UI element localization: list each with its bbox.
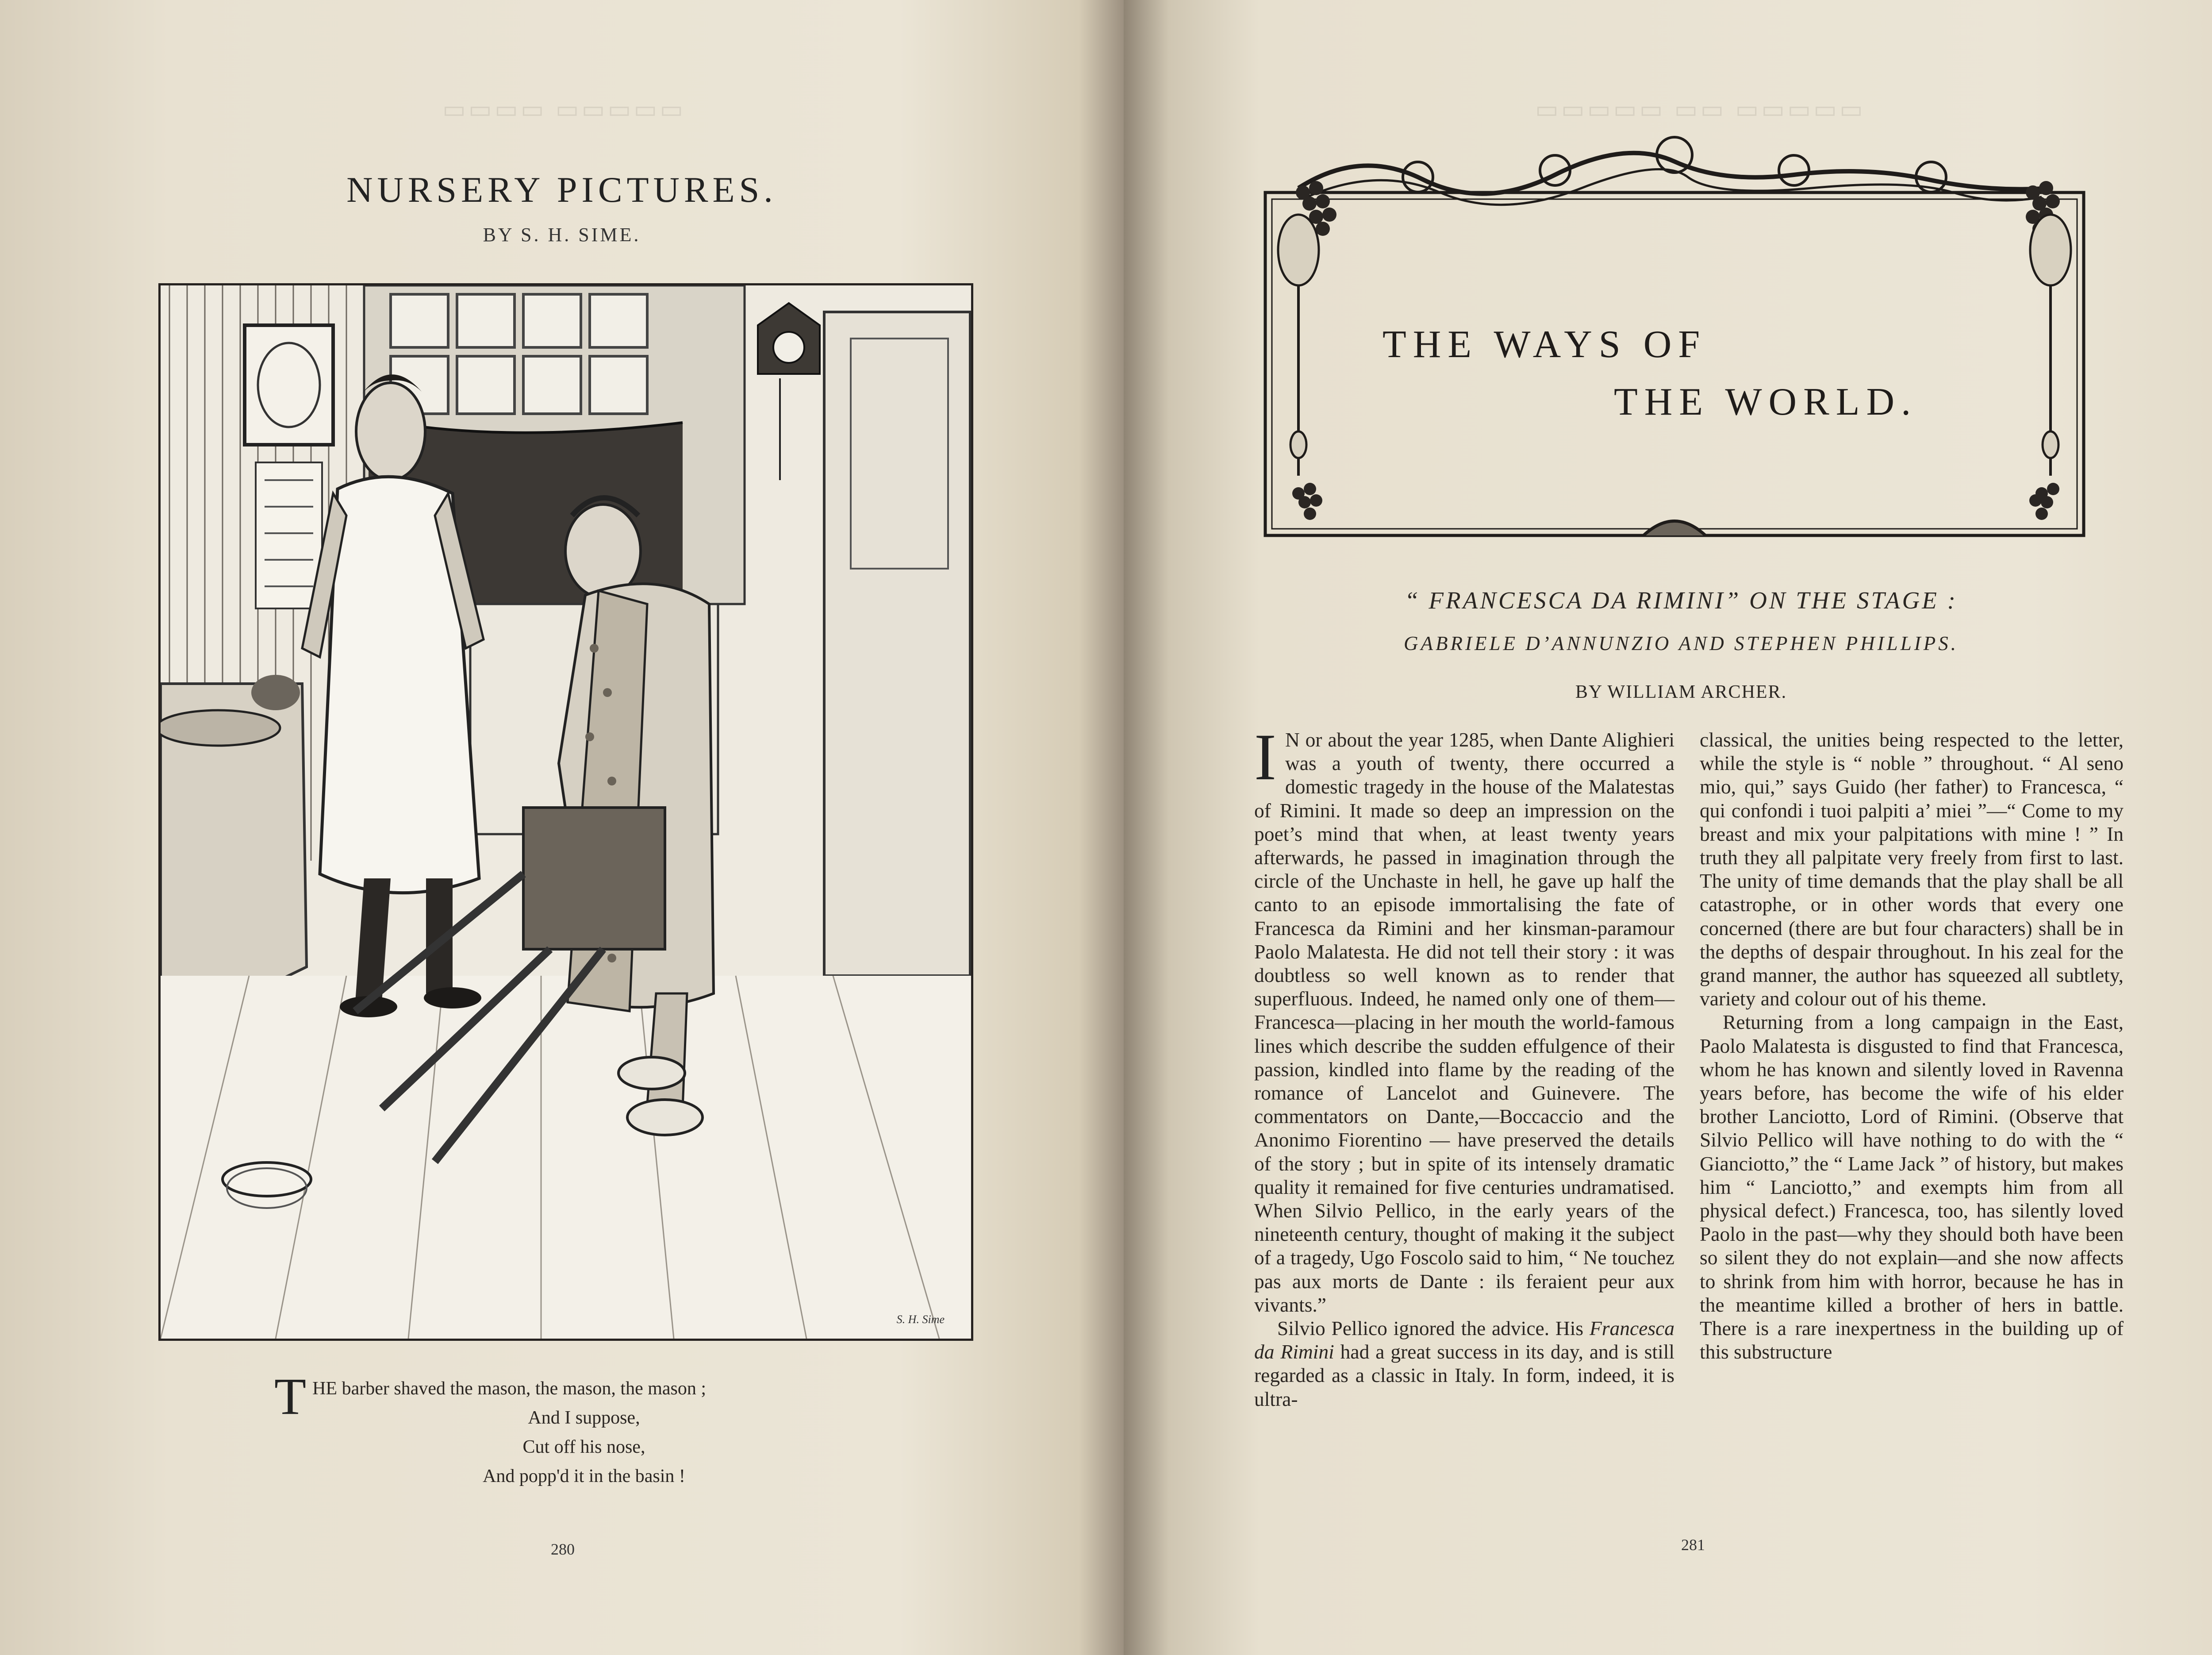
text-column-right — [1700, 728, 2124, 1363]
byline: BY S. H. SIME. — [483, 224, 641, 246]
italic-title: Francesca da Rimini — [1254, 1317, 1674, 1363]
rhyme-line: HE barber shaved the mason, the mason, the mason ; — [312, 1378, 707, 1399]
illustration-drawing — [161, 285, 971, 1339]
drop-cap: T — [274, 1367, 307, 1425]
paragraph: classical, the unities being respected to the letter, while the style is “ noble ” throughout. “ Al seno mio, qui,” says Guido (her father) to Francesca, “ qui confondi i tuoi palpiti a’ miei ”—“ Come to my breast and mix your palpitations with mine ! ” In truth they all palpitate very freely from first to last. The unity of time demands that the play shall be all catastrophe, or in other words that every one concerned (there are but four characters) shall be in the depths of despair throughout. In his zeal for the grand manner, the author has squeezed all subtlety, variety and colour out of his theme. — [1700, 728, 2124, 1010]
article-subtitle-authors: GABRIELE D’ANNUNZIO AND STEPHEN PHILLIPS. — [1404, 632, 1959, 654]
article-heading-line1: THE WAYS OF — [1382, 323, 1707, 366]
page-title: NURSERY PICTURES. — [346, 169, 777, 210]
article-subtitle: “ FRANCESCA DA RIMINI” ON THE STAGE : — [1405, 587, 1958, 614]
show-through-text: ▭▭▭▭▭ ▭▭ ▭▭▭▭▭ — [1535, 96, 1866, 123]
article-byline: BY WILLIAM ARCHER. — [1575, 682, 1787, 702]
drop-cap: I — [1254, 720, 1276, 794]
show-through-text: ▭▭▭▭ ▭▭▭▭▭ — [442, 96, 686, 123]
paragraph-text: had a great success in its day, and is still regarded as a classic in Italy. In form, indeed, it is ultra- — [1254, 1340, 1675, 1410]
rhyme-line: And popp'd it in the basin ! — [483, 1466, 685, 1486]
page-number: 280 — [551, 1540, 575, 1558]
artist-signature: S. H. Sime — [896, 1313, 945, 1326]
barber-illustration — [158, 283, 973, 1341]
page-number: 281 — [1681, 1536, 1705, 1554]
paragraph — [1254, 720, 1674, 1316]
paragraph: Returning from a long campaign in the East, Paolo Malatesta is disgusted to find that Francesca, whom he has known and silently loved in Ravenna years before, has become the wife of his elder brother Lanciotto, Lord of Rimini. (Observe that Silvio Pellico will have nothing to do with the “ Gianciotto,” the “ Lame Jack ” of history, but makes him “ Lanciotto,” and exempts him from all physical defect.) Francesca, too, has silently loved Paolo in the past—why they should both have been so silent they do not explain—and she now affects to shrink from him with horror, because he has in the meantime killed a brother of hers in battle. There is a rare inexpertness in the building up of this substructure — [1700, 1011, 2124, 1363]
article-heading-line2: THE WORLD. — [1614, 381, 1918, 423]
nursery-rhyme — [274, 1367, 849, 1491]
rhyme-line: And I suppose, — [528, 1408, 640, 1428]
paragraph-text: Silvio Pellico ignored the advice. His — [1277, 1317, 1590, 1340]
rhyme-line: Cut off his nose, — [522, 1437, 645, 1457]
paragraph — [1254, 1316, 1674, 1411]
text-column-left — [1254, 720, 1675, 1411]
paragraph-text: N or about the year 1285, when Dante Alighieri was a youth of twenty, there occurred a domestic tragedy in the house of the Malatestas of Rimini. It made so deep an impression on the poet’s mind that when, at least twenty years afterwards, he passed in imagination through the circle of the Unchaste in hell, he gave up half the canto to an episode immortalising the fate of Francesca da Rimini and her kinsman-paramour Paolo Malatesta. He did not tell their story : it was doubtless so well known as to render that superfluous. Indeed, he named only one of them—Francesca—placing in her mouth the world-famous lines which describe the sudden effulgence of their passion, kindled into flame by the reading of the romance of Lancelot and Guinevere. The commentators on Dante,—Boccaccio and the Anonimo Fiorentino — have preserved the details of the story ; but in spite of its intensely dramatic quality it remained for five centuries undramatised. When Silvio Pellico, in the early years of the nineteenth century, thought of making it the subject of a tragedy, Ugo Foscolo said to him, “ Ne touchez pas aux morts de Dante : ils feraient peur aux vivants.” — [1254, 728, 1674, 1316]
